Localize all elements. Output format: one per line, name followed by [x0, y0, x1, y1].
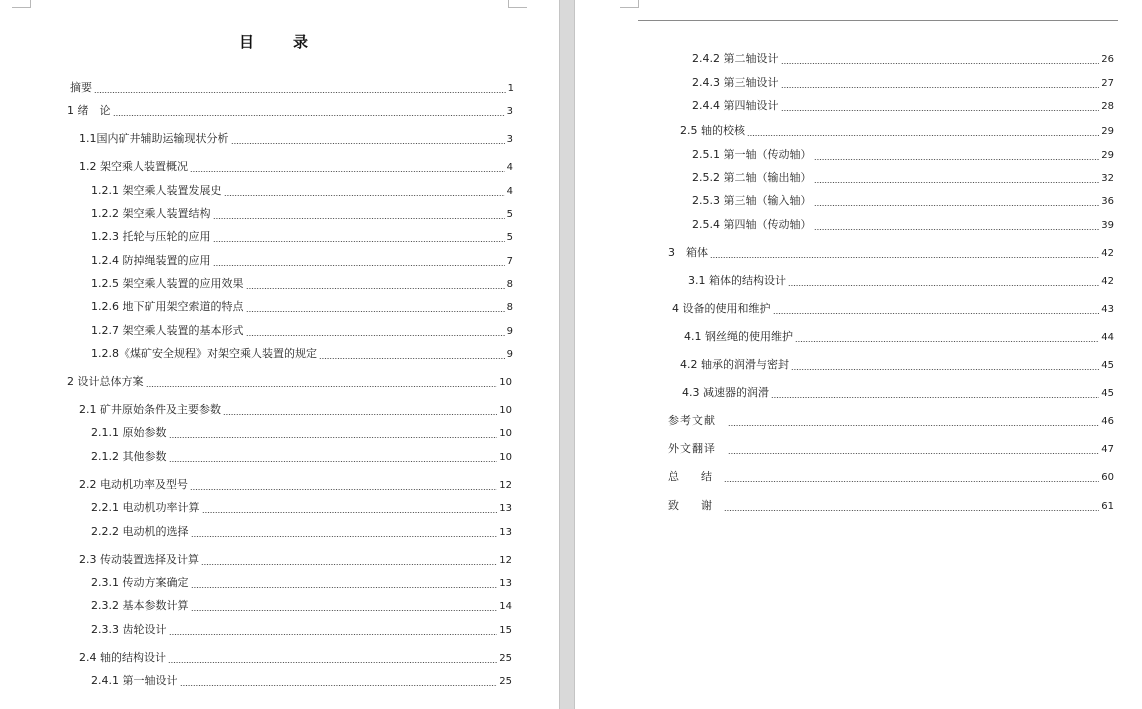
toc-entry-page: 44 [1101, 332, 1114, 343]
toc-entry-text: 摘要 [70, 81, 92, 94]
toc-entry-text: 外文翻译 [668, 442, 716, 455]
dot-leader [190, 171, 505, 172]
toc-entry[interactable] [692, 76, 1114, 91]
toc-entry[interactable] [91, 623, 512, 638]
toc-entry-page: 8 [506, 302, 513, 313]
dot-leader [710, 257, 1099, 258]
toc-entry-text: 1.2.8《煤矿安全规程》对架空乘人装置的规定 [91, 347, 317, 360]
toc-entry-text: 1.2.5 架空乘人装置的应用效果 [91, 277, 244, 290]
toc-entry-page: 26 [1101, 54, 1114, 65]
toc-entry-page: 12 [499, 480, 512, 491]
toc-entry-text: 2.1.2 其他参数 [91, 450, 167, 463]
toc-entry-page: 10 [499, 377, 512, 388]
dot-leader [246, 311, 505, 312]
dot-leader [771, 397, 1099, 398]
toc-entry-page: 10 [499, 428, 512, 439]
toc-entry-page: 9 [506, 326, 513, 337]
toc-entry[interactable] [91, 207, 513, 222]
toc-entry[interactable] [91, 254, 513, 269]
dot-leader [146, 386, 498, 387]
toc-entry[interactable] [79, 403, 512, 418]
toc-entry-page: 29 [1101, 150, 1114, 161]
toc-entry-page: 4 [506, 162, 513, 173]
toc-entry[interactable] [91, 525, 512, 540]
toc-entry[interactable] [67, 104, 513, 119]
toc-entry-text: 1.1国内矿井辅助运输现状分析 [79, 132, 229, 145]
dot-leader [169, 461, 498, 462]
toc-entry-text: 2.3 传动装置选择及计算 [79, 553, 199, 566]
toc-entry[interactable] [91, 277, 513, 292]
toc-entry[interactable] [70, 81, 514, 96]
toc-entry-text: 2.4.2 第二轴设计 [692, 52, 779, 65]
toc-entry-page: 13 [499, 503, 512, 514]
toc-entry-page: 10 [499, 405, 512, 416]
dot-leader [213, 241, 505, 242]
dot-leader [231, 143, 505, 144]
toc-entry[interactable] [79, 132, 513, 147]
toc-entry[interactable] [668, 442, 1114, 457]
dot-leader [747, 135, 1099, 136]
dot-leader [781, 63, 1100, 64]
toc-entry[interactable] [91, 576, 512, 591]
toc-entry-text: 2.3.1 传动方案确定 [91, 576, 189, 589]
toc-entry-page: 5 [506, 232, 513, 243]
toc-entry-text: 2.5.4 第四轴（传动轴） [692, 218, 812, 231]
toc-entry-page: 42 [1101, 248, 1114, 259]
dot-leader [773, 313, 1100, 314]
dot-leader [788, 285, 1099, 286]
toc-entry-text: 2.2.1 电动机功率计算 [91, 501, 200, 514]
toc-entry-page: 5 [506, 209, 513, 220]
dot-leader [795, 341, 1099, 342]
toc-entry-page: 61 [1101, 501, 1114, 512]
toc-entry-page: 45 [1101, 360, 1114, 371]
toc-entry-text: 2.2.2 电动机的选择 [91, 525, 189, 538]
toc-entry[interactable] [91, 300, 513, 315]
toc-entry-page: 7 [506, 256, 513, 267]
toc-entry-page: 10 [499, 452, 512, 463]
dot-leader [781, 110, 1100, 111]
dot-leader [191, 536, 498, 537]
dot-leader [191, 587, 498, 588]
toc-entry-text: 4.2 轴承的润滑与密封 [680, 358, 789, 371]
toc-entry[interactable] [692, 218, 1114, 233]
toc-entry[interactable] [91, 184, 513, 199]
dot-leader [814, 159, 1100, 160]
toc-entry-page: 29 [1101, 126, 1114, 137]
toc-entry[interactable] [680, 358, 1114, 373]
toc-entry-text: 1.2 架空乘人装置概况 [79, 160, 188, 173]
dot-leader [814, 182, 1100, 183]
toc-entry[interactable] [692, 52, 1114, 67]
toc-entry[interactable] [672, 302, 1114, 317]
toc-entry-text: 2.5.2 第二轴（输出轴） [692, 171, 812, 184]
toc-entry[interactable] [91, 450, 512, 465]
page-gutter [559, 0, 575, 709]
dot-leader [728, 453, 1099, 454]
toc-entry[interactable] [91, 426, 512, 441]
toc-entry-page: 4 [506, 186, 513, 197]
dot-leader [319, 358, 505, 359]
toc-entry-text: 2.3.2 基本参数计算 [91, 599, 189, 612]
toc-entry[interactable] [79, 478, 512, 493]
toc-entry-text: 1.2.1 架空乘人装置发展史 [91, 184, 222, 197]
toc-entry-text: 2.4 轴的结构设计 [79, 651, 166, 664]
dot-leader [814, 229, 1100, 230]
crop-mark-top-right [508, 0, 527, 8]
dot-leader [169, 437, 498, 438]
dot-leader [814, 205, 1100, 206]
toc-entry-text: 2.3.3 齿轮设计 [91, 623, 167, 636]
crop-mark-top-left [620, 0, 639, 8]
toc-entry[interactable] [91, 501, 512, 516]
toc-entry[interactable] [79, 651, 512, 666]
dot-leader [201, 564, 497, 565]
toc-entry-page: 1 [507, 83, 514, 94]
toc-entry[interactable] [692, 99, 1114, 114]
dot-leader [213, 265, 505, 266]
toc-entry[interactable] [684, 330, 1114, 345]
toc-entry-text: 2.4.3 第三轴设计 [692, 76, 779, 89]
toc-entry-page: 39 [1101, 220, 1114, 231]
toc-entry-text: 2.5.1 第一轴（传动轴） [692, 148, 812, 161]
dot-leader [224, 195, 505, 196]
toc-entry[interactable] [91, 599, 512, 614]
toc-title: 目 录 [238, 33, 320, 51]
toc-entry-text: 1.2.4 防掉绳装置的应用 [91, 254, 211, 267]
toc-entry-page: 47 [1101, 444, 1114, 455]
toc-entry[interactable] [668, 414, 1114, 429]
toc-entry-text: 2.5.3 第三轴（输入轴） [692, 194, 812, 207]
crop-mark-top-left [12, 0, 31, 8]
toc-entry-text: 2.4.4 第四轴设计 [692, 99, 779, 112]
dot-leader [791, 369, 1099, 370]
toc-entry[interactable] [91, 230, 513, 245]
toc-entry[interactable] [692, 148, 1114, 163]
toc-entry-text: 1.2.3 托轮与压轮的应用 [91, 230, 211, 243]
toc-entry-text: 1.2.2 架空乘人装置结构 [91, 207, 211, 220]
right-page [575, 0, 1142, 709]
toc-entry[interactable] [668, 499, 1114, 514]
toc-entry-page: 60 [1101, 472, 1114, 483]
toc-entry-text: 1.2.6 地下矿用架空索道的特点 [91, 300, 244, 313]
dot-leader [728, 425, 1099, 426]
left-page [0, 0, 559, 709]
toc-entry-page: 3 [506, 134, 513, 145]
toc-entry[interactable] [668, 246, 1114, 261]
toc-entry-page: 9 [506, 349, 513, 360]
dot-leader [190, 489, 497, 490]
toc-entry-page: 45 [1101, 388, 1114, 399]
toc-entry-page: 3 [506, 106, 513, 117]
toc-entry-page: 15 [499, 625, 512, 636]
toc-entry-page: 8 [506, 279, 513, 290]
dot-leader [180, 685, 498, 686]
dot-leader [223, 414, 497, 415]
dot-leader [94, 92, 506, 93]
dot-leader [213, 218, 505, 219]
toc-entry-text: 4 设备的使用和维护 [672, 302, 771, 315]
toc-entry-text: 2.1 矿井原始条件及主要参数 [79, 403, 221, 416]
toc-entry-text: 4.3 减速器的润滑 [682, 386, 769, 399]
toc-entry[interactable] [67, 375, 512, 390]
toc-entry-page: 43 [1101, 304, 1114, 315]
toc-entry-page: 36 [1101, 196, 1114, 207]
toc-entry[interactable] [688, 274, 1114, 289]
toc-entry-page: 12 [499, 555, 512, 566]
toc-entry[interactable] [91, 324, 513, 339]
toc-entry[interactable] [79, 553, 512, 568]
dot-leader [169, 634, 498, 635]
toc-entry-text: 2 设计总体方案 [67, 375, 144, 388]
dot-leader [246, 288, 505, 289]
toc-entry-text: 2.2 电动机功率及型号 [79, 478, 188, 491]
toc-entry[interactable] [668, 470, 1114, 485]
header-rule [638, 20, 1118, 21]
toc-entry-page: 25 [499, 653, 512, 664]
toc-entry[interactable] [91, 674, 512, 689]
toc-entry[interactable] [680, 124, 1114, 139]
toc-entry-page: 14 [499, 601, 512, 612]
toc-entry-text: 2.4.1 第一轴设计 [91, 674, 178, 687]
toc-entry-text: 1 绪 论 [67, 104, 111, 117]
toc-entry-page: 46 [1101, 416, 1114, 427]
dot-leader [246, 335, 505, 336]
dot-leader [724, 510, 1099, 511]
dot-leader [724, 481, 1099, 482]
dot-leader [191, 610, 498, 611]
toc-entry[interactable] [692, 171, 1114, 186]
dot-leader [113, 115, 505, 116]
dot-leader [781, 87, 1100, 88]
toc-entry-text: 参考文献 [668, 414, 716, 427]
toc-entry-text: 2.1.1 原始参数 [91, 426, 167, 439]
toc-entry-text: 1.2.7 架空乘人装置的基本形式 [91, 324, 244, 337]
toc-entry-page: 13 [499, 527, 512, 538]
toc-entry-text: 致 谢 [668, 499, 712, 512]
toc-entry[interactable] [79, 160, 513, 175]
toc-entry[interactable] [692, 194, 1114, 209]
toc-entry-page: 32 [1101, 173, 1114, 184]
toc-entry[interactable] [91, 347, 513, 362]
toc-entry-page: 28 [1101, 101, 1114, 112]
toc-entry-text: 3.1 箱体的结构设计 [688, 274, 786, 287]
dot-leader [202, 512, 498, 513]
toc-entry-text: 总 结 [668, 470, 712, 483]
toc-entry-text: 2.5 轴的校核 [680, 124, 745, 137]
toc-entry-text: 4.1 钢丝绳的使用维护 [684, 330, 793, 343]
dot-leader [168, 662, 497, 663]
toc-entry[interactable] [682, 386, 1114, 401]
toc-entry-page: 25 [499, 676, 512, 687]
toc-entry-page: 42 [1101, 276, 1114, 287]
toc-entry-page: 13 [499, 578, 512, 589]
toc-entry-page: 27 [1101, 78, 1114, 89]
toc-entry-text: 3 箱体 [668, 246, 708, 259]
